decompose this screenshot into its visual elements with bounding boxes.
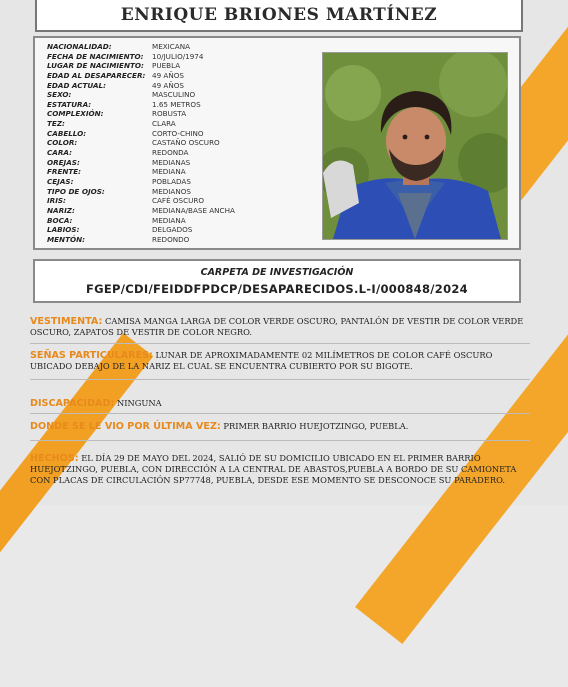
field-label: TEZ:: [47, 119, 65, 129]
field-row: [47, 109, 317, 119]
vestimenta-section: [30, 316, 530, 338]
person-photo: [322, 52, 508, 240]
field-value: CASTAÑO OSCURO: [152, 138, 220, 148]
person-name: ENRIQUE BRIONES MARTÍNEZ: [120, 5, 438, 25]
personal-data-panel: [33, 36, 521, 250]
hechos-section: [30, 453, 530, 486]
field-value: 49 AÑOS: [152, 80, 184, 90]
person-photo-illustration: [323, 53, 507, 239]
field-value: MASCULINO: [152, 90, 196, 100]
name-header: [35, 0, 523, 32]
discapacidad-label: DISCAPACIDAD:: [30, 398, 115, 409]
field-row: [47, 119, 317, 129]
field-label: TIPO DE OJOS:: [47, 186, 105, 196]
field-row: [47, 129, 317, 139]
field-row: [47, 177, 317, 187]
field-label: FECHA DE NACIMIENTO:: [47, 51, 144, 61]
ultima-vez-label: DONDE SE LE VIO POR ÚLTIMA VEZ:: [30, 421, 221, 432]
field-value: MEDIANAS: [152, 157, 191, 167]
field-value: 10/JULIO/1974: [152, 51, 204, 61]
divider: [30, 413, 530, 414]
field-label: BOCA:: [47, 215, 73, 225]
field-list: [47, 42, 317, 244]
field-value: PUEBLA: [152, 61, 181, 71]
field-label: COMPLEXIÓN:: [47, 109, 104, 119]
investigation-folder-title: CARPETA DE INVESTIGACIÓN: [200, 267, 354, 278]
field-value: MEDIANOS: [152, 186, 191, 196]
field-row: [47, 225, 317, 235]
investigation-folder-number: FGEP/CDI/FEIDDFPDCP/DESAPARECIDOS.L-I/000848/2024: [86, 282, 468, 296]
divider: [30, 343, 530, 344]
field-value: 1.65 METROS: [152, 99, 201, 109]
field-value: ROBUSTA: [152, 109, 187, 119]
senas-text: LUNAR DE APROXIMADAMENTE 02 MILÍMETROS DE COLOR CAFÉ OSCURO UBICADO DEBAJO DE LA NARIZ EL CUAL SE ENCUENTRA CUBIERTO POR SU BIGOTE.: [30, 350, 493, 371]
vestimenta-label: VESTIMENTA:: [30, 316, 103, 327]
divider: [30, 440, 530, 441]
field-value: CLARA: [152, 119, 176, 129]
field-row: [47, 148, 317, 158]
field-value: CORTO-CHINO: [152, 128, 204, 138]
field-label: CEJAS:: [47, 176, 74, 186]
field-row: [47, 167, 317, 177]
field-label: NACIONALIDAD:: [47, 42, 112, 51]
field-label: EDAD ACTUAL:: [47, 80, 106, 90]
field-value: CAFÉ OSCURO: [152, 196, 205, 206]
field-row: [47, 81, 317, 91]
field-row: [47, 71, 317, 81]
field-value: REDONDA: [152, 148, 189, 158]
field-value: 49 AÑOS: [152, 70, 184, 80]
vestimenta-text: CAMISA MANGA LARGA DE COLOR VERDE OSCURO, PANTALÓN DE VESTIR DE COLOR VERDE OSCURO, ZAPATOS DE VESTIR DE COLOR NEGRO.: [30, 316, 524, 337]
field-label: OREJAS:: [47, 157, 80, 167]
field-label: CABELLO:: [47, 128, 87, 138]
field-label: CARA:: [47, 148, 72, 158]
field-label: EDAD AL DESAPARECER:: [47, 70, 146, 80]
field-row: [47, 138, 317, 148]
field-label: SEXO:: [47, 90, 72, 100]
field-row: [47, 90, 317, 100]
field-row: [47, 52, 317, 62]
senas-section: [30, 350, 530, 372]
field-row: [47, 235, 317, 245]
field-value: MEDIANA: [152, 215, 186, 225]
field-row: [47, 158, 317, 168]
ultima-vez-text: PRIMER BARRIO HUEJOTZINGO, PUEBLA.: [223, 421, 409, 431]
field-value: REDONDO: [152, 234, 190, 244]
field-value: DELGADOS: [152, 225, 193, 235]
field-row: [47, 42, 317, 52]
field-row: [47, 196, 317, 206]
ultima-vez-section: [30, 421, 530, 432]
field-label: COLOR:: [47, 138, 78, 148]
field-label: LABIOS:: [47, 225, 80, 235]
field-row: [47, 100, 317, 110]
field-label: LUGAR DE NACIMIENTO:: [47, 61, 144, 71]
field-row: [47, 206, 317, 216]
field-row: [47, 216, 317, 226]
senas-label: SEÑAS PARTICULARES:: [30, 350, 153, 361]
field-label: ESTATURA:: [47, 99, 92, 109]
divider: [30, 379, 530, 380]
field-value: MEXICANA: [152, 42, 191, 51]
field-value: MEDIANA: [152, 167, 186, 177]
field-label: IRIS:: [47, 196, 66, 206]
field-label: MENTÓN:: [47, 234, 85, 244]
field-row: [47, 187, 317, 197]
field-value: MEDIANA/BASE ANCHA: [152, 205, 235, 215]
hechos-text: EL DÍA 29 DE MAYO DEL 2024, SALIÓ DE SU DOMICILIO UBICADO EN EL PRIMER BARRIO HUEJOTZINGO, PUEBLA, CON DIRECCIÓN A LA CENTRAL DE ABASTOS,PUEBLA A BORDO DE SU CAMIONETA CON PLACAS DE CIRCULACIÓN SP77748, PUEBLA, DESDE ESE MOMENTO SE DESCONOCE SU PARADERO.: [30, 453, 517, 485]
field-row: [47, 61, 317, 71]
discapacidad-section: [30, 398, 530, 409]
investigation-folder-box: [33, 259, 521, 303]
discapacidad-text: NINGUNA: [116, 398, 162, 408]
field-label: FRENTE:: [47, 167, 82, 177]
field-value: POBLADAS: [152, 176, 191, 186]
field-label: NARIZ:: [47, 205, 75, 215]
hechos-label: HECHOS:: [30, 453, 79, 464]
